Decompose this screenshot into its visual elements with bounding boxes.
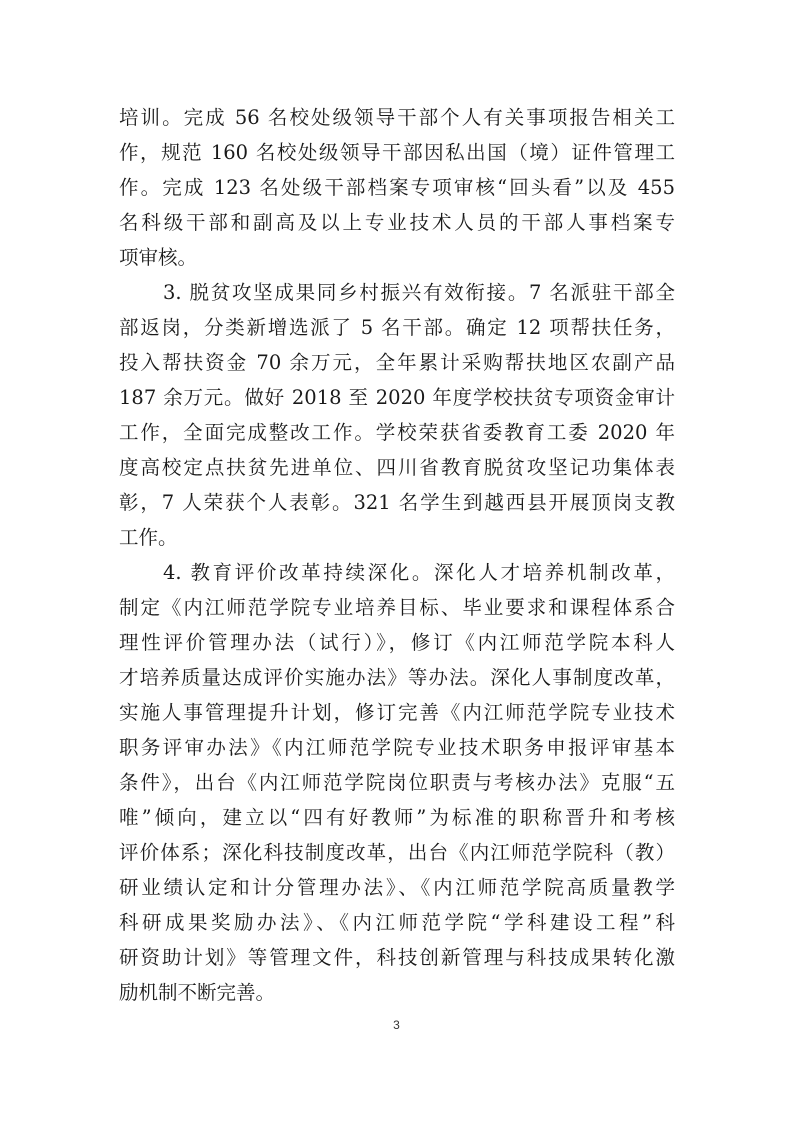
text-line: 职务评审办法》《内江师范学院专业技术职务申报评审基本 bbox=[119, 736, 675, 759]
text-line: 唯”倾向，建立以“四有好教师”为标准的职称晋升和考核 bbox=[119, 806, 675, 829]
text-line: 励机制不断完善。 bbox=[119, 981, 276, 1004]
text-line: 彰，7 人荣获个人表彰。321 名学生到越西县开展顶岗支教 bbox=[119, 491, 675, 514]
text-line: 投入帮扶资金 70 余万元，全年累计采购帮扶地区农副产品 bbox=[119, 351, 675, 374]
section-3-heading-line: 3. 脱贫攻坚成果同乡村振兴有效衔接。7 名派驻干部全 bbox=[163, 281, 675, 304]
text-line: 科研成果奖励办法》、《内江师范学院“学科建设工程”科 bbox=[119, 911, 675, 934]
text-line: 部返岗，分类新增选派了 5 名干部。确定 12 项帮扶任务， bbox=[119, 316, 675, 339]
text-line: 作。完成 123 名处级干部档案专项审核“回头看”以及 455 bbox=[119, 176, 675, 199]
text-line: 评价体系；深化科技制度改革，出台《内江师范学院科（教） bbox=[119, 841, 675, 864]
text-line: 研资助计划》等管理文件，科技创新管理与科技成果转化激 bbox=[119, 946, 675, 969]
text-line: 度高校定点扶贫先进单位、四川省教育脱贫攻坚记功集体表 bbox=[119, 456, 675, 479]
text-line: 作，规范 160 名校处级领导干部因私出国（境）证件管理工 bbox=[119, 141, 675, 164]
text-line: 工作。 bbox=[119, 526, 178, 549]
text-line: 才培养质量达成评价实施办法》等办法。深化人事制度改革， bbox=[119, 666, 675, 689]
page-number: 3 bbox=[393, 1018, 400, 1032]
body-text bbox=[119, 100, 675, 1010]
text-line: 实施人事管理提升计划，修订完善《内江师范学院专业技术 bbox=[119, 701, 675, 724]
text-line: 制定《内江师范学院专业培养目标、毕业要求和课程体系合 bbox=[119, 596, 675, 619]
text-line: 187 余万元。做好 2018 至 2020 年度学校扶贫专项资金审计 bbox=[119, 386, 675, 409]
text-line: 项审核。 bbox=[119, 246, 198, 269]
text-line: 工作，全面完成整改工作。学校荣获省委教育工委 2020 年 bbox=[119, 421, 675, 444]
text-line: 研业绩认定和计分管理办法》、《内江师范学院高质量教学 bbox=[119, 876, 675, 899]
text-line: 条件》，出台《内江师范学院岗位职责与考核办法》克服“五 bbox=[119, 771, 675, 794]
section-4-heading-line: 4. 教育评价改革持续深化。深化人才培养机制改革， bbox=[163, 561, 675, 584]
text-line: 理性评价管理办法（试行）》，修订《内江师范学院本科人 bbox=[119, 631, 675, 654]
text-line: 名科级干部和副高及以上专业技术人员的干部人事档案专 bbox=[119, 211, 675, 234]
text-line: 培训。完成 56 名校处级领导干部个人有关事项报告相关工 bbox=[119, 106, 675, 129]
